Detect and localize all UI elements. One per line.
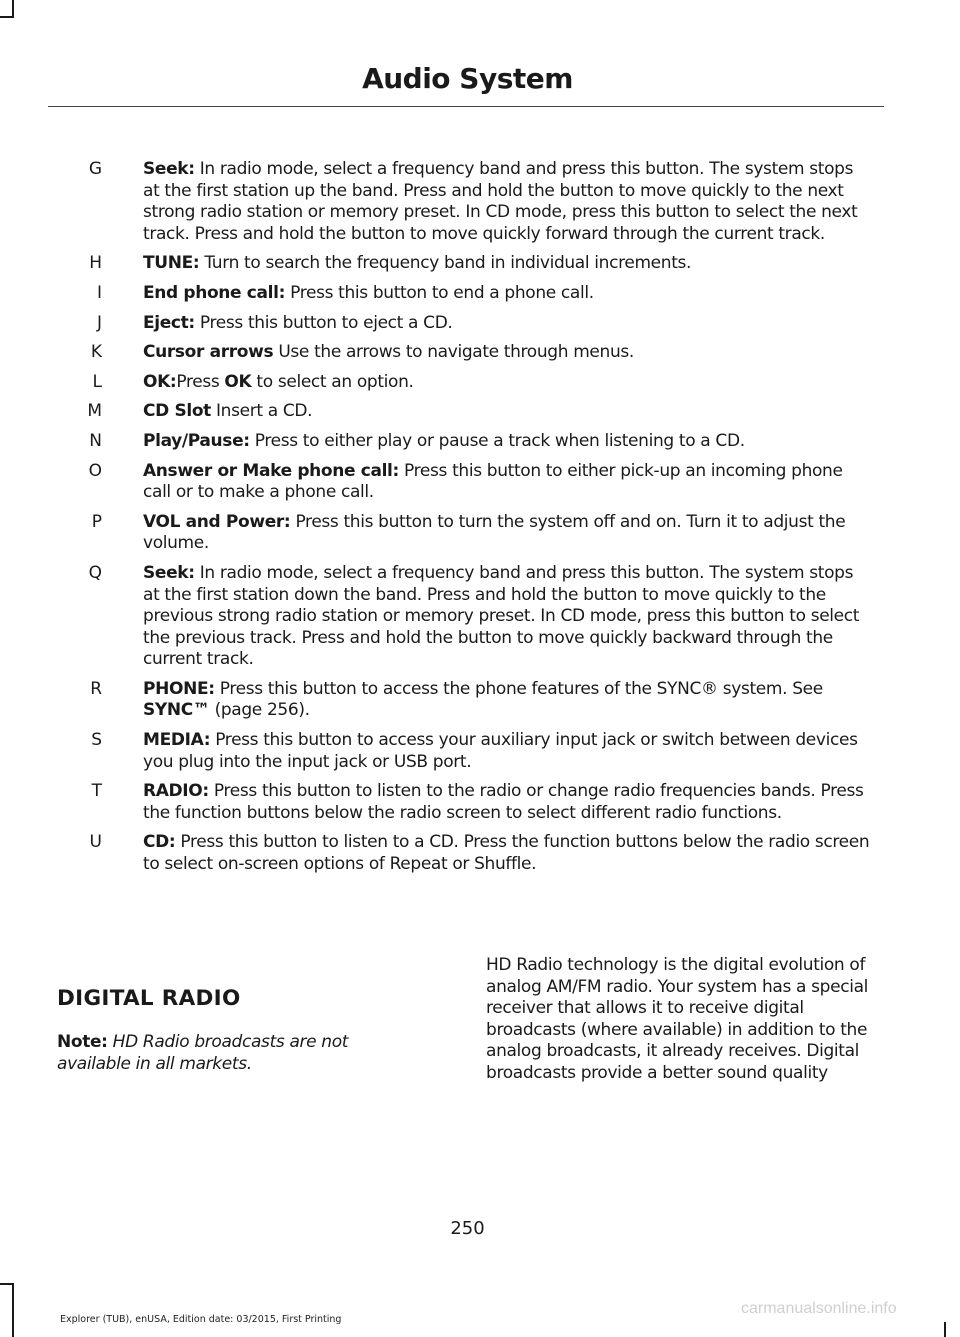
item-text: Press this button to eject a CD. — [194, 312, 453, 333]
item-text: Press this button to access the phone features of the SYNC® system. See — [214, 678, 823, 699]
body-paragraph: HD Radio technology is the digital evolution of analog AM/FM radio. Your system has a special receiver that allows it to receive digital broadcasts (where available) in addition to the analog broadcasts, it already receives. Digital broadcasts provide a better sound quality — [486, 955, 869, 1083]
list-item — [50, 563, 880, 671]
item-description — [143, 512, 873, 555]
item-description — [143, 679, 873, 722]
item-text: Press — [176, 371, 225, 392]
item-label: PHONE: — [143, 678, 215, 699]
item-description — [143, 253, 873, 275]
list-item — [50, 159, 880, 245]
item-label: CD Slot — [143, 401, 211, 422]
item-description — [143, 461, 873, 504]
item-text: Press this button to listen to the radio or change radio frequencies bands. Press the function buttons below the radio screen to select different radio functions. — [143, 781, 864, 823]
footer-edition-info: Explorer (TUB), enUSA, Edition date: 03/2015, First Printing — [60, 1314, 342, 1325]
item-letter: L — [92, 371, 102, 392]
item-label: TUNE: — [143, 253, 200, 274]
cross-reference-link[interactable]: SYNC™ — [143, 700, 210, 721]
item-label: Play/Pause: — [143, 430, 250, 451]
item-label: Eject: — [143, 312, 195, 333]
note-text: HD Radio broadcasts are not available in all markets. — [57, 1032, 349, 1074]
item-label: Answer or Make phone call: — [143, 460, 399, 481]
watermark: carmanualsonline.info — [741, 1300, 897, 1317]
button-legend-list — [50, 159, 880, 884]
item-text: Press to either play or pause a track when listening to a CD. — [249, 430, 745, 451]
item-description — [143, 372, 873, 394]
header-divider — [48, 106, 884, 107]
item-text-continued: (page 256). — [209, 700, 310, 721]
item-letter: T — [91, 781, 102, 802]
item-text: Turn to search the frequency band in individual increments. — [199, 253, 692, 274]
crop-mark-top-left-v — [12, 0, 14, 17]
item-text: Press this button to turn the system off and on. Turn it to adjust the volume. — [143, 511, 846, 554]
item-letter: I — [96, 282, 102, 303]
item-text: In radio mode, select a frequency band and press this button. The system stops at the first station up the band. Press and hold the button to move quickly to the next strong radio station or memory preset. In CD mode, press this button to select the next track. Press and hold the button to move quickly forward through the current track. — [143, 159, 858, 244]
list-item — [50, 679, 880, 722]
item-description — [143, 313, 873, 335]
list-item — [50, 461, 880, 504]
list-item — [50, 283, 880, 305]
page-number: 250 — [450, 1218, 485, 1239]
item-label: Seek: — [143, 562, 195, 583]
crop-mark-bottom-right-v — [944, 1322, 946, 1337]
item-description — [143, 401, 873, 423]
list-item — [50, 431, 880, 453]
crop-mark-bottom-left-v — [12, 1283, 14, 1337]
item-letter: H — [89, 253, 102, 274]
item-text: Use the arrows to navigate through menus. — [273, 342, 634, 363]
item-label: VOL and Power: — [143, 511, 291, 532]
item-letter: U — [89, 832, 102, 853]
item-letter: M — [87, 401, 102, 422]
item-letter: R — [90, 678, 102, 699]
list-item — [50, 512, 880, 555]
item-text: Press this button to access your auxiliary input jack or switch between devices you plug into the input jack or USB port. — [143, 730, 858, 772]
section-heading: DIGITAL RADIO — [57, 986, 241, 1011]
list-item — [50, 401, 880, 423]
item-label-inline: OK — [224, 371, 252, 392]
crop-mark-top-left-h — [0, 16, 14, 18]
item-letter: P — [91, 511, 102, 532]
item-description — [143, 342, 873, 364]
item-text: Press this button to either pick-up an incoming phone call or to make a phone call. — [143, 460, 843, 503]
list-item — [50, 253, 880, 275]
list-item — [50, 342, 880, 364]
list-item — [50, 372, 880, 394]
item-text: Press this button to listen to a CD. Press the function buttons below the radio screen to select on-screen options of Repeat or Shuffle. — [143, 832, 870, 875]
list-item — [50, 730, 880, 773]
item-description — [143, 159, 873, 245]
item-description — [143, 781, 873, 824]
item-letter: J — [96, 312, 102, 333]
crop-mark-bottom-left-h — [0, 1283, 14, 1285]
item-label: MEDIA: — [143, 730, 211, 751]
item-description — [143, 563, 873, 671]
item-label: RADIO: — [143, 781, 209, 802]
item-letter: N — [89, 430, 102, 451]
item-letter: S — [91, 730, 102, 751]
list-item — [50, 781, 880, 824]
note-label: Note: — [57, 1032, 108, 1052]
item-text: Insert a CD. — [210, 401, 313, 422]
list-item — [50, 313, 880, 335]
page-title: Audio System — [362, 62, 573, 95]
item-letter: O — [88, 460, 102, 481]
item-letter: K — [90, 342, 102, 363]
item-label: CD: — [143, 832, 176, 853]
item-text: Press this button to end a phone call. — [285, 282, 594, 303]
item-text-continued: to select an option. — [251, 371, 414, 392]
item-text: In radio mode, select a frequency band and press this button. The system stops at the first station down the band. Press and hold the button to move quickly to the previous strong radio station or memory preset. In CD mode, press this button to select the previous track. Press and hold the button to move quickly backward through the current track. — [143, 562, 860, 670]
item-description — [143, 832, 873, 875]
item-label: Cursor arrows — [143, 342, 274, 363]
item-letter: G — [88, 159, 102, 179]
item-label: OK: — [143, 371, 177, 392]
item-label: Seek: — [143, 159, 195, 179]
item-description — [143, 730, 873, 773]
item-description — [143, 283, 873, 305]
list-item — [50, 832, 880, 875]
item-letter: Q — [88, 562, 102, 583]
note-paragraph — [57, 1032, 417, 1075]
item-label: End phone call: — [143, 282, 286, 303]
item-description — [143, 431, 873, 453]
